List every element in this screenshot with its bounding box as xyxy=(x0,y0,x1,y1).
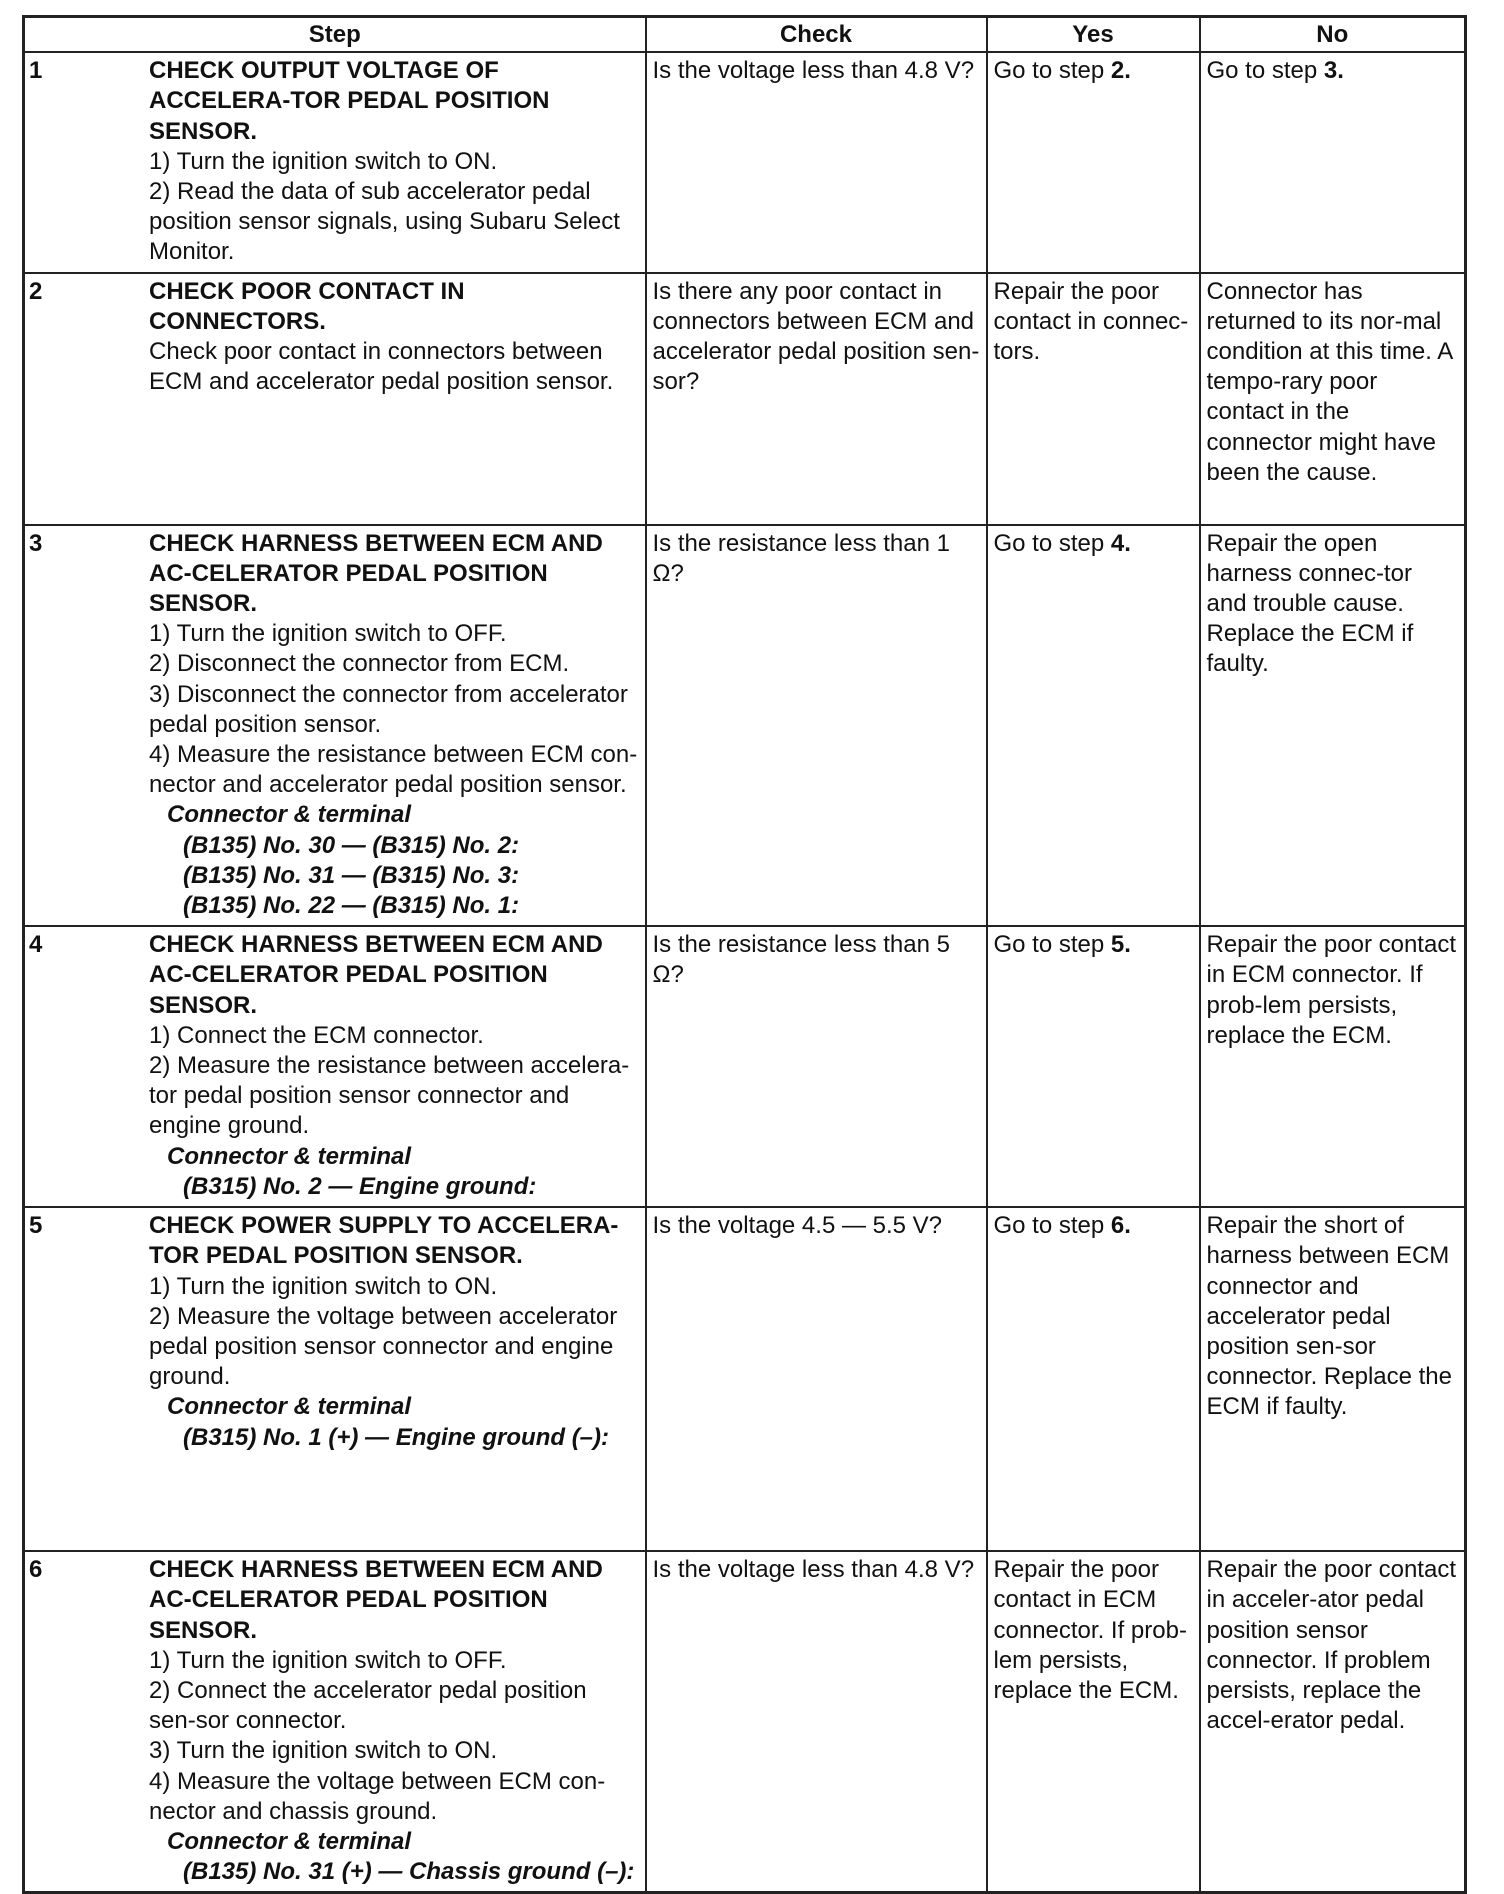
no-cell: Repair the poor contact in ECM connector. If prob-lem persists, replace the ECM. xyxy=(1200,926,1466,1207)
connector-terminal: (B135) No. 31 (+) — Chassis ground (–): xyxy=(183,1858,635,1886)
no-cell: Connector has returned to its nor-mal condition at this time. A tempo-rary poor contact in the connector might have been the cause. xyxy=(1200,273,1466,525)
yes-step-ref: 4. xyxy=(1110,529,1131,557)
step-number: 3 xyxy=(29,529,43,557)
step-cell xyxy=(24,52,646,272)
connector-terminal: (B315) No. 2 — Engine ground: xyxy=(183,1172,537,1200)
step-number: 2 xyxy=(29,277,43,305)
step-instruction: 1) Turn the ignition switch to OFF. xyxy=(149,620,507,648)
step-instruction: Check poor contact in connectors between ECM and accelerator pedal position sensor. xyxy=(149,338,614,396)
no-cell: Repair the open harness connec-tor and trouble cause. Replace the ECM if faulty. xyxy=(1200,525,1466,927)
step-title: CHECK HARNESS BETWEEN ECM AND AC-CELERATOR PEDAL POSITION SENSOR. xyxy=(149,529,603,618)
yes-cell: Repair the poor contact in connec-tors. xyxy=(987,273,1200,525)
step-body xyxy=(149,930,639,1202)
step-number: 1 xyxy=(29,57,43,85)
no-cell: Repair the short of harness between ECM connector and accelerator pedal position sen-sor connector. Replace the ECM if faulty. xyxy=(1200,1207,1466,1551)
no-cell: Go to step 3. xyxy=(1200,52,1466,272)
yes-cell: Go to step 4. xyxy=(987,525,1200,927)
step-number: 5 xyxy=(29,1212,43,1240)
step-instruction: 4) Measure the resistance between ECM con-nector and accelerator pedal position sensor. xyxy=(149,741,638,799)
yes-cell: Go to step 5. xyxy=(987,926,1200,1207)
table-row xyxy=(24,52,1466,272)
check-cell: Is the resistance less than 5 Ω? xyxy=(646,926,987,1207)
yes-step-ref: 5. xyxy=(1110,931,1131,959)
step-cell xyxy=(24,273,646,525)
connector-label: Connector & terminal xyxy=(167,1393,412,1421)
check-cell: Is the voltage less than 4.8 V? xyxy=(646,52,987,272)
header-row xyxy=(24,17,1466,53)
step-body xyxy=(149,277,639,398)
step-instruction: 2) Connect the accelerator pedal position sen-sor connector. xyxy=(149,1676,587,1735)
step-instruction: 2) Disconnect the connector from ECM. xyxy=(149,650,570,678)
table-row xyxy=(24,1551,1466,1893)
connector-terminal: (B135) No. 31 — (B315) No. 3: xyxy=(183,861,520,889)
check-cell: Is the voltage less than 4.8 V? xyxy=(646,1551,987,1893)
step-body xyxy=(149,1555,639,1887)
table-row xyxy=(24,273,1466,525)
step-instruction: 4) Measure the voltage between ECM con-nector and chassis ground. xyxy=(149,1767,606,1825)
step-instruction: 1) Turn the ignition switch to OFF. xyxy=(149,1646,507,1674)
header-check: Check xyxy=(646,17,987,53)
table-row xyxy=(24,1207,1466,1551)
step-cell xyxy=(24,1207,646,1551)
table-row xyxy=(24,525,1466,927)
step-instruction: 3) Turn the ignition switch to ON. xyxy=(149,1737,498,1765)
header-yes: Yes xyxy=(987,17,1200,53)
connector-label: Connector & terminal xyxy=(167,1827,412,1855)
step-title: CHECK HARNESS BETWEEN ECM AND AC-CELERATOR PEDAL POSITION SENSOR. xyxy=(149,931,603,1019)
step-cell xyxy=(24,525,646,927)
step-title: CHECK OUTPUT VOLTAGE OF ACCELERA-TOR PEDAL POSITION SENSOR. xyxy=(149,57,550,145)
table-body xyxy=(24,52,1466,1893)
no-cell: Repair the poor contact in acceler-ator pedal position sensor connector. If problem persists, replace the accel-erator pedal. xyxy=(1200,1551,1466,1893)
connector-terminal: (B135) No. 30 — (B315) No. 2: xyxy=(183,831,520,859)
yes-cell: Go to step 2. xyxy=(987,52,1200,272)
connector-terminal: (B135) No. 22 — (B315) No. 1: xyxy=(183,892,520,920)
step-cell xyxy=(24,1551,646,1893)
header-no: No xyxy=(1200,17,1466,53)
step-instruction: 1) Connect the ECM connector. xyxy=(149,1021,484,1049)
step-instruction: 3) Disconnect the connector from accelerator pedal position sensor. xyxy=(149,680,628,738)
connector-label: Connector & terminal xyxy=(167,801,412,829)
header-step: Step xyxy=(24,17,646,53)
check-cell: Is the resistance less than 1 Ω? xyxy=(646,525,987,927)
step-body xyxy=(149,529,639,922)
no-step-ref: 3. xyxy=(1323,57,1344,85)
step-body xyxy=(149,56,639,267)
step-title: CHECK HARNESS BETWEEN ECM AND AC-CELERATOR PEDAL POSITION SENSOR. xyxy=(149,1556,603,1644)
yes-cell: Go to step 6. xyxy=(987,1207,1200,1551)
step-instruction: 2) Read the data of sub accelerator pedal position sensor signals, using Subaru Select Monitor. xyxy=(149,178,620,266)
step-instruction: 1) Turn the ignition switch to ON. xyxy=(149,1272,498,1300)
diagnostic-table xyxy=(22,15,1467,1894)
step-body xyxy=(149,1211,639,1453)
connector-terminal: (B315) No. 1 (+) — Engine ground (–): xyxy=(183,1423,610,1451)
step-number: 6 xyxy=(29,1556,43,1584)
yes-step-ref: 2. xyxy=(1110,57,1131,85)
yes-step-ref: 6. xyxy=(1110,1212,1131,1240)
step-cell xyxy=(24,926,646,1207)
step-instruction: 2) Measure the voltage between accelerator pedal position sensor connector and engine ground. xyxy=(149,1302,618,1391)
step-instruction: 1) Turn the ignition switch to ON. xyxy=(149,147,498,175)
check-cell: Is there any poor contact in connectors between ECM and accelerator pedal position sen-sor? xyxy=(646,273,987,525)
yes-cell: Repair the poor contact in ECM connector. If prob-lem persists, replace the ECM. xyxy=(987,1551,1200,1893)
step-number: 4 xyxy=(29,931,43,959)
step-title: CHECK POOR CONTACT IN CONNECTORS. xyxy=(149,277,465,335)
step-instruction: 2) Measure the resistance between accelera-tor pedal position sensor connector and engine ground. xyxy=(149,1052,630,1140)
step-title: CHECK POWER SUPPLY TO ACCELERA-TOR PEDAL POSITION SENSOR. xyxy=(149,1212,619,1270)
check-cell: Is the voltage 4.5 — 5.5 V? xyxy=(646,1207,987,1551)
table-row xyxy=(24,926,1466,1207)
connector-label: Connector & terminal xyxy=(167,1142,412,1170)
